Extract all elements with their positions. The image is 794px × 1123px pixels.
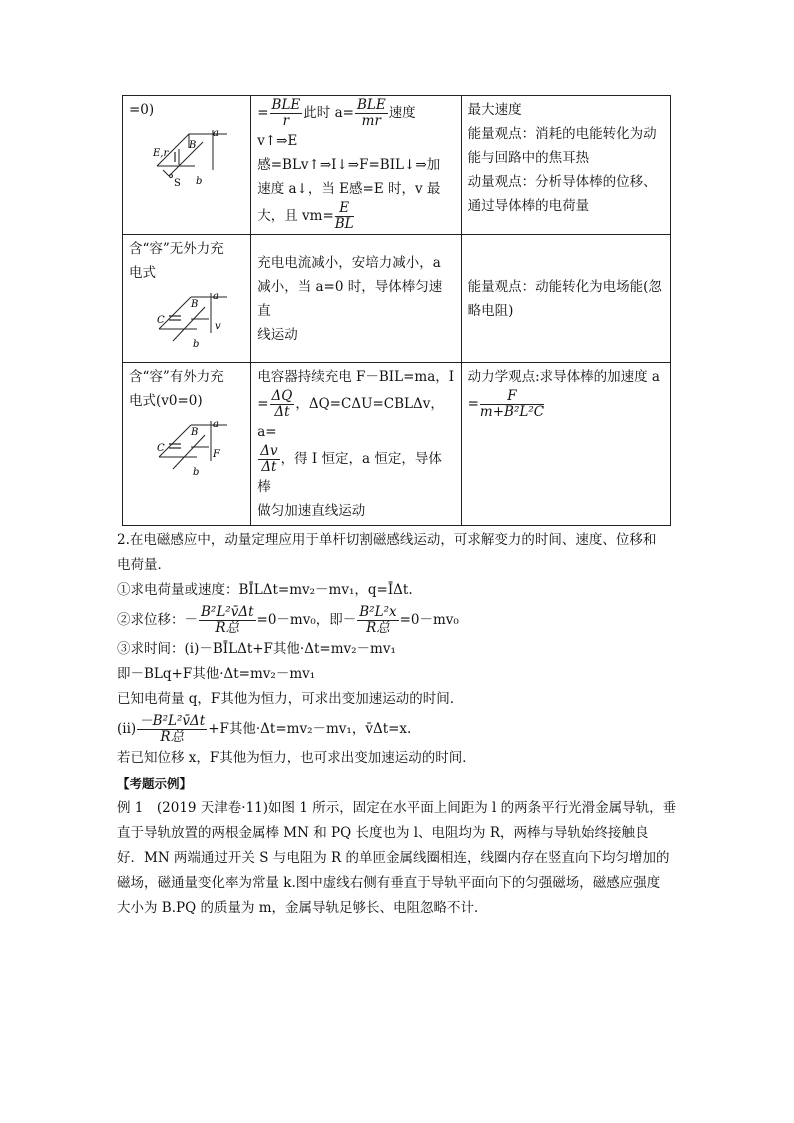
label-c: C — [157, 315, 165, 326]
label-b-field: B — [191, 427, 199, 438]
label-s: S — [174, 178, 181, 188]
fraction: $\frac{\Delta Q}{\Delta t}$ — [271, 388, 293, 420]
row1-col1 — [123, 96, 251, 235]
circuit-diagram-capacitor — [129, 289, 229, 351]
table-row — [123, 235, 671, 363]
row2-col3: 能量观点：动能转化为电场能(忽 略电阻) — [461, 235, 670, 363]
label-b: b — [193, 467, 200, 478]
section-heading: 【考题示例】 — [117, 776, 193, 791]
body-text: 2.在电磁感应中，动量定理应用于单杆切割磁感线运动，可求解变力的时间、速度、位移和 电荷量． ①求电荷量或速度：BĪLΔt=mv₂－mv₁，q=ĪΔt. ②求位移：－ $\frac{\text{B²L²v̄Δt}}{\text{R总}}$ =0－mv₀，即－ $\frac{\text{B²L²x}}{\text{R总}}$ =0－mv₀ ③求时间：(i)－BĪLΔt+F其他·Δt=mv₂－mv₁ 即－BLq+F其他·Δt=mv₂－mv₁ 已知电荷量 q，F其他为恒力，可求出变加速运动的时间． (ii) $\frac{\text{－B²L²v̄Δt}}{\text{R总}}$ +F其他·Δt=mv₂－mv₁，v̄Δt=x. 若已知位移 x，F其他为恒力，也可求出变加速运动的时间． 【考题示例】 例 1 (2019 天津卷·11)如图 1 所示，固定在水平面上间距为 l 的两条平行光滑金属导轨，垂 直于导轨放置的两根金属棒 MN 和 PQ 长度也为 l、电阻均为 R，两棒与导轨始终接触良 好．MN 两端通过开关 S 与电阻为 R 的单匝金属线圈相连，线圈内存在竖直向下均匀增加的 磁场，磁通量变化率为常量 k.图中虚线右侧有垂直于导轨平面向下的匀强磁场，磁感应强度 大小为 B.PQ 的质量为 m，金属导轨足够长、电阻忽略不计． — [117, 528, 682, 921]
label-a: a — [213, 128, 219, 139]
table-row — [123, 96, 671, 235]
example-line: 例 1 (2019 天津卷·11)如图 1 所示，固定在水平面上间距为 l 的两条平行光滑金属导轨，垂 — [117, 800, 677, 816]
comparison-table — [122, 95, 671, 526]
example-line: 大小为 B.PQ 的质量为 m，金属导轨足够长、电阻忽略不计． — [117, 900, 488, 916]
fraction: $\frac{\Delta v}{\Delta t}$ — [260, 443, 278, 475]
label-er: E,r — [153, 148, 169, 159]
fraction: $\frac{\text{B²L²x}}{\text{R总}}$ — [359, 604, 397, 636]
row1-col2: = $\frac{\text{BLE}}{r}$ 此时 a= $\frac{\text{BLE}}{mr}$ 速度 v↑⇒E 感=BLv↑⇒I↓⇒F=BIL↓⇒加 速度 a↓，当 E感=E 时，v 最 大，且 vm= $\frac{E}{BL}$ — [251, 96, 461, 235]
row2-col2: 充电电流减小，安培力减小，a 减小，当 a=0 时，导体棒匀速直 线运动 — [251, 235, 461, 363]
label-a: a — [213, 291, 219, 302]
table-row — [123, 363, 671, 526]
example-line: 磁场，磁通量变化率为常量 k.图中虚线右侧有垂直于导轨平面向下的匀强磁场，磁感应强度 — [117, 875, 661, 891]
row3-col3: 动力学观点:求导体棒的加速度 a = $\frac{F}{\text{m+B²L²C}}$ — [461, 363, 670, 526]
fraction: $\frac{\text{－B²L²v̄Δt}}{\text{R总}}$ — [139, 713, 206, 745]
paragraph-2: 2.在电磁感应中，动量定理应用于单杆切割磁感线运动，可求解变力的时间、速度、位移和 — [117, 532, 657, 548]
row3-col1: 含“容”有外力充 电式(v0=0) B a C F b — [123, 363, 251, 526]
example-line: 直于导轨放置的两根金属棒 MN 和 PQ 长度也为 l、电阻均为 R，两棒与导轨始终接触良 — [117, 825, 649, 841]
label-b: b — [196, 176, 203, 187]
row1-col1-text: =0) — [129, 102, 155, 118]
label-b-field: B — [189, 140, 197, 151]
circuit-diagram-capacitor-force — [129, 417, 229, 479]
fraction: $\frac{\text{BLE}}{r}$ — [271, 97, 301, 129]
row3-col2: 电容器持续充电 F－BIL=ma，I = $\frac{\Delta Q}{\Delta t}$ ，ΔQ=CΔU=CBLΔv，a= $\frac{\Delta v}{\Delta t}$ ，得 I 恒定，a 恒定，导体棒 做匀加速直线运动 — [251, 363, 461, 526]
label-b-field: B — [191, 299, 199, 310]
circuit-diagram-battery — [129, 126, 229, 188]
item-displacement: ②求位移：－ $\frac{\text{B²L²v̄Δt}}{\text{R总}}$ =0－mv₀，即－ $\frac{\text{B²L²x}}{\text{R总}}$ =0－mv₀ — [117, 604, 459, 636]
row1-col3: 最大速度 能量观点：消耗的电能转化为动 能与回路中的焦耳热 动量观点：分析导体棒的位移、 通过导体棒的电荷量 — [461, 96, 670, 235]
row2-col1: 含“容”无外力充 电式 B a C v b — [123, 235, 251, 363]
label-a: a — [213, 419, 219, 430]
label-b: b — [193, 339, 200, 350]
fraction: $\frac{\text{BLE}}{mr}$ — [356, 97, 386, 129]
fraction: $\frac{F}{\text{m+B²L²C}}$ — [479, 388, 545, 420]
label-c: C — [157, 443, 165, 454]
fraction: $\frac{\text{B²L²v̄Δt}}{\text{R总}}$ — [201, 604, 254, 636]
example-line: 好．MN 两端通过开关 S 与电阻为 R 的单匝金属线圈相连，线圈内存在竖直向下均匀增加的 — [117, 850, 670, 866]
label-v: v — [215, 321, 221, 332]
fraction: $\frac{E}{BL}$ — [334, 200, 354, 232]
item-charge: ①求电荷量或速度：BĪLΔt=mv₂－mv₁，q=ĪΔt. — [117, 582, 413, 598]
item-time: ③求时间：(i)－BĪLΔt+F其他·Δt=mv₂－mv₁ — [117, 641, 396, 657]
label-f: F — [213, 449, 220, 460]
